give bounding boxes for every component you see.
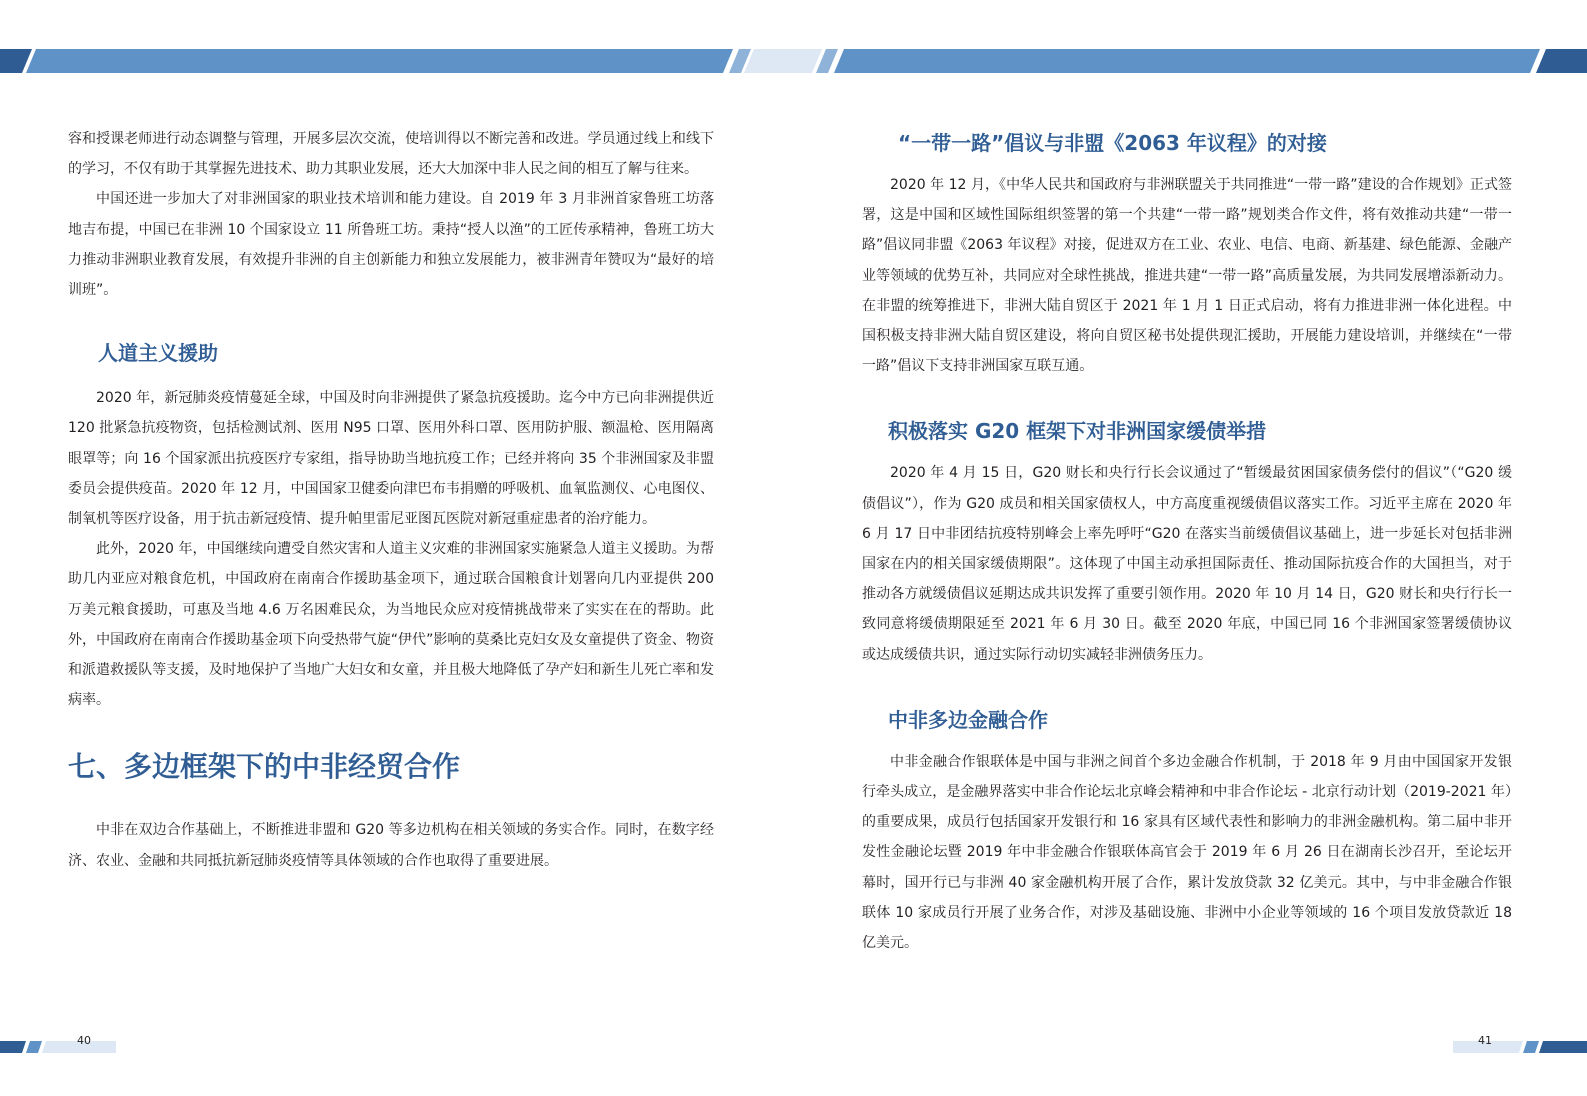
- belt-and-road-paragraph: 2020 年 12 月，《中华人民共和国政府与非洲联盟关于共同推进“一带一路”建设的合作规划》正式签署，这是中国和区域性国际组织签署的第一个共建“一带一路”规划类合作文件，将有效推动共建“一带一路”倡议同非盟《2063 年议程》对接，促进双方在工业、农业、电信、电商、新基建、绿色能源、金融产业等领域的优势互补，共同应对全球性挑战，推进共建“一带一路”高质量发展，为共同发展增添新动力。在非盟的统筹推进下，非洲大陆自贸区于 2021 年 1 月 1 日正式启动，将有力推进非洲一体化进程。中国积极支持非洲大陆自贸区建设，将向自贸区秘书处提供现汇援助，开展能力建设培训，并继续在“一带一路”倡议下支持非洲国家互联互通。: [862, 177, 1512, 375]
- footer-left-dark: [0, 1041, 26, 1053]
- header-band-right-dark: [1536, 49, 1587, 73]
- footer-right-dark: [1539, 1041, 1587, 1053]
- luban-workshop-paragraph: 中国还进一步加大了对非洲国家的职业技术培训和能力建设。自 2019 年 3 月非洲首家鲁班工坊落地吉布提，中国已在非洲 10 个国家设立 11 所鲁班工坊。秉持“授人以渔”的工匠传承精神，鲁班工坊大力推动非洲职业教育发展，有效提升非洲的自主创新能力和独立发展能力，被非洲青年赞叹为“最好的培训班”。: [68, 191, 714, 299]
- footer-left-mid: [26, 1041, 42, 1053]
- footer-band: [0, 1040, 1587, 1060]
- intro-paragraph: 容和授课老师进行动态调整与管理，开展多层次交流，使培训得以不断完善和改进。学员通过线上和线下的学习，不仅有助于其掌握先进技术、助力其职业发展，还大大加深中非人民之间的相互了解与往来。: [68, 131, 714, 178]
- right-page: [862, 124, 1512, 958]
- heading-g20-debt-relief: 积极落实 G20 框架下对非洲国家缓债举措: [888, 419, 1267, 444]
- header-band-left-main: [26, 49, 733, 73]
- g20-debt-relief-paragraph: 2020 年 4 月 15 日，G20 财长和央行行长会议通过了“暂缓最贫困国家债务偿付的倡议”（“G20 缓债倡议”），作为 G20 成员和相关国家债权人，中方高度重视缓债倡议落实工作。习近平主席在 2020 年 6 月 17 日中非团结抗疫特别峰会上率先呼吁“G20 在落实当前缓债倡议基础上，进一步延长对包括非洲国家在内的相关国家缓债期限”。这体现了中国主动承担国际责任、推动国际抗疫合作的大国担当，对于推动各方就缓债倡议延期达成共识发挥了重要引领作用。2020 年 10 月 14 日，G20 财长和央行行长一致同意将缓债期限延至 2021 年 6 月 30 日。截至 2020 年底，中国已同 16 个非洲国家签署缓债协议或达成缓债共识，通过实际行动切实减轻非洲债务压力。: [862, 465, 1512, 663]
- multilateral-intro-paragraph: 中非在双边合作基础上，不断推进非盟和 G20 等多边机构在相关领域的务实合作。同时，在数字经济、农业、金融和共同抵抗新冠肺炎疫情等具体领域的合作也取得了重要进展。: [68, 822, 714, 869]
- page-number-left: 40: [77, 1034, 91, 1047]
- covid-aid-paragraph: 2020 年，新冠肺炎疫情蔓延全球，中国及时向非洲提供了紧急抗疫援助。迄今中方已向非洲提供近 120 批紧急抗疫物资，包括检测试剂、医用 N95 口罩、医用外科口罩、医用防护服、额温枪、医用隔离眼罩等；向 16 个国家派出抗疫医疗专家组，指导协助当地抗疫工作；已经并将向 35 个非洲国家及非盟委员会提供疫苗。2020 年 12 月，中国国家卫健委向津巴布韦捐赠的呼吸机、血氧监测仪、心电图仪、制氧机等医疗设备，用于抗击新冠疫情、提升帕里雷尼亚图瓦医院对新冠重症患者的治疗能力。: [68, 390, 714, 528]
- header-band: [0, 0, 1587, 90]
- page-number-right: 41: [1478, 1034, 1492, 1047]
- header-band-left-dark: [0, 49, 32, 73]
- section-7-title: 七、多边框架下的中非经贸合作: [68, 750, 461, 784]
- heading-multilateral-finance: 中非多边金融合作: [888, 707, 1048, 732]
- left-page: [68, 124, 714, 876]
- header-band-right-main: [834, 49, 1540, 73]
- footer-right-mid: [1523, 1041, 1539, 1053]
- heading-humanitarian-aid: 人道主义援助: [98, 341, 218, 366]
- heading-belt-and-road: “一带一路”倡议与非盟《2063 年议程》的对接: [898, 131, 1327, 155]
- multilateral-finance-paragraph: 中非金融合作银联体是中国与非洲之间首个多边金融合作机制，于 2018 年 9 月由中国国家开发银行牵头成立，是金融界落实中非合作论坛北京峰会精神和中非合作论坛 - 北京行动计划（2019-2021 年）的重要成果，成员行包括国家开发银行和 16 家具有区域代表性和影响力的非洲金融机构。第二届中非开发性金融论坛暨 2019 年中非金融合作银联体高官会于 2019 年 6 月 26 日在湖南长沙召开，至论坛开幕时，国开行已与非洲 40 家金融机构开展了合作，累计发放贷款 32 亿美元。其中，与中非金融合作银联体 10 家成员行开展了业务合作，对涉及基础设施、非洲中小企业等领域的 16 个项目发放贷款近 18 亿美元。: [862, 753, 1512, 952]
- disaster-aid-paragraph: 此外，2020 年，中国继续向遭受自然灾害和人道主义灾难的非洲国家实施紧急人道主义援助。为帮助几内亚应对粮食危机，中国政府在南南合作援助基金项下，通过联合国粮食计划署向几内亚提供 200 万美元粮食援助，可惠及当地 4.6 万名困难民众，为当地民众应对疫情挑战带来了实实在在的帮助。此外，中国政府在南南合作援助基金项下向受热带气旋“伊代”影响的莫桑比克妇女及女童提供了资金、物资和派遣救援队等支援，及时地保护了当地广大妇女和女童，并且极大地降低了孕产妇和新生儿死亡率和发病率。: [68, 541, 714, 709]
- header-band-light: [744, 49, 822, 73]
